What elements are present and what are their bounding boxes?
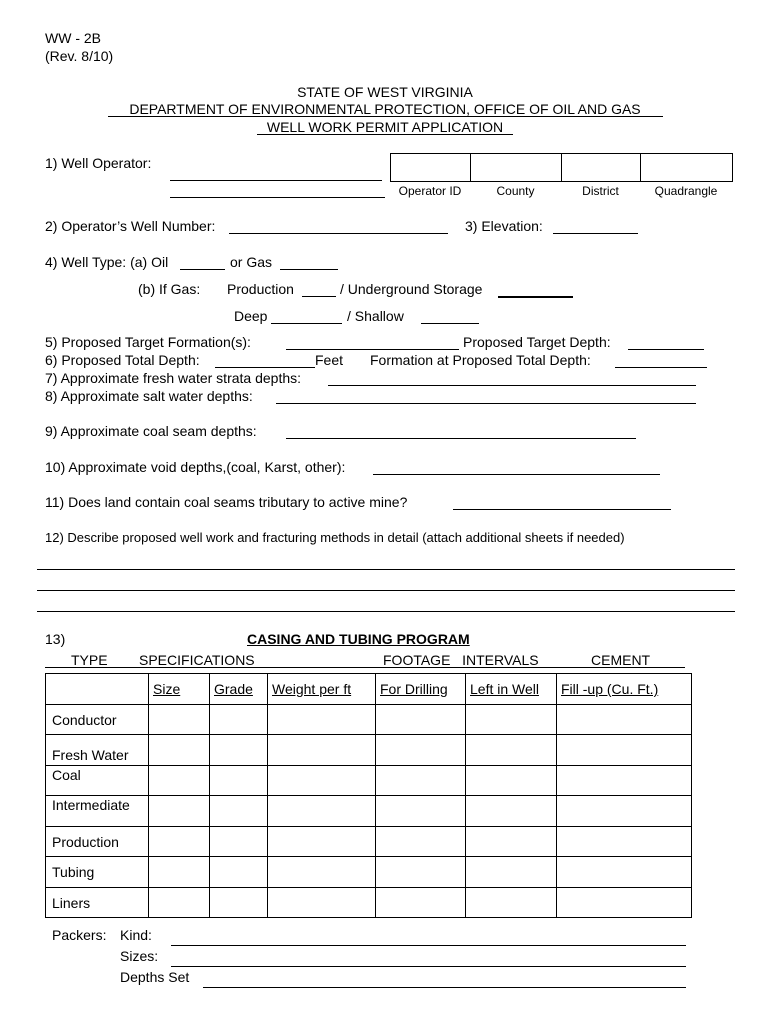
cell[interactable] [466, 796, 557, 827]
casing-program-title: CASING AND TUBING PROGRAM [247, 631, 470, 647]
form-revision: (Rev. 8/10) [45, 48, 114, 64]
coal-seam-depths-line[interactable] [286, 438, 636, 439]
q11-label: 11) Does land contain coal seams tributary to active mine? [45, 494, 408, 510]
target-depth-label: Proposed Target Depth: [463, 334, 611, 350]
col-grade: Grade [210, 674, 268, 705]
target-formation-line[interactable] [286, 349, 459, 350]
quadrangle-label: Quadrangle [654, 184, 718, 198]
cell[interactable] [466, 888, 557, 918]
group-type: TYPE [71, 652, 108, 668]
cell[interactable] [466, 857, 557, 888]
cell[interactable] [210, 766, 268, 796]
header-title: WELL WORK PERMIT APPLICATION [266, 119, 504, 135]
cell[interactable] [557, 796, 692, 827]
header-underline-3 [257, 134, 513, 135]
cell[interactable] [149, 827, 210, 857]
q2-label: 2) Operator’s Well Number: [45, 218, 216, 234]
cell[interactable] [268, 857, 376, 888]
target-depth-line[interactable] [628, 349, 704, 350]
header-underline-2 [108, 116, 663, 117]
row-label-liners: Liners [46, 888, 149, 918]
underground-storage-line[interactable] [498, 296, 573, 298]
row-label-tubing: Tubing [46, 857, 149, 888]
cell[interactable] [149, 857, 210, 888]
q4-label: 4) Well Type: (a) Oil [45, 254, 169, 270]
shallow-line[interactable] [421, 323, 479, 324]
coal-tributary-line[interactable] [453, 509, 671, 510]
q7-label: 7) Approximate fresh water strata depths: [45, 370, 302, 386]
q12-label: 12) Describe proposed well work and fracturing methods in detail (attach additional sheets if needed) [45, 530, 625, 545]
type-header-cell [46, 674, 149, 705]
q13-number: 13) [45, 631, 66, 647]
cell[interactable] [376, 705, 466, 735]
fresh-water-depths-line[interactable] [328, 385, 696, 386]
form-code: WW - 2B [45, 30, 101, 46]
formation-total-depth-label: Formation at Proposed Total Depth: [370, 352, 591, 368]
production-line[interactable] [302, 296, 336, 297]
salt-water-depths-line[interactable] [276, 403, 696, 404]
void-depths-line[interactable] [373, 474, 660, 475]
row-label-fresh-water: Fresh Water [46, 735, 149, 766]
cell[interactable] [210, 888, 268, 918]
cell[interactable] [268, 827, 376, 857]
col-size: Size [149, 674, 210, 705]
cell[interactable] [210, 857, 268, 888]
q6-label: 6) Proposed Total Depth: [45, 352, 200, 368]
cell[interactable] [557, 705, 692, 735]
cell[interactable] [557, 735, 692, 766]
cell[interactable] [268, 888, 376, 918]
casing-header-row [46, 674, 692, 705]
row-label-production: Production [46, 827, 149, 857]
group-specifications: SPECIFICATIONS [139, 652, 255, 668]
packers-depths-line[interactable] [203, 987, 686, 988]
county-box[interactable] [471, 154, 562, 182]
col-left-in-well: Left in Well [466, 674, 557, 705]
cell[interactable] [466, 766, 557, 796]
cell[interactable] [149, 705, 210, 735]
header-state: STATE OF WEST VIRGINIA [297, 84, 473, 100]
header-department: DEPARTMENT OF ENVIRONMENTAL PROTECTION, OFFICE OF OIL AND GAS [129, 101, 641, 117]
q8-label: 8) Approximate salt water depths: [45, 388, 253, 404]
work-description-line-1[interactable] [37, 569, 735, 570]
cell[interactable] [557, 827, 692, 857]
feet-label: Feet [315, 352, 344, 368]
county-label: County [496, 184, 535, 198]
operator-id-box[interactable] [391, 154, 471, 182]
col-weight-per-ft: Weight per ft [268, 674, 376, 705]
district-box[interactable] [562, 154, 641, 182]
cell[interactable] [210, 735, 268, 766]
district-label: District [582, 184, 619, 198]
work-description-line-2[interactable] [37, 590, 735, 591]
row-label-coal: Coal [46, 766, 149, 796]
operator-name-line-1[interactable] [170, 180, 382, 181]
cell[interactable] [466, 827, 557, 857]
work-description-line-3[interactable] [37, 611, 735, 612]
deep-line[interactable] [271, 323, 342, 324]
table-row [46, 735, 692, 766]
packers-kind-line[interactable] [171, 945, 686, 946]
packers-depths-label: Depths Set [120, 969, 190, 985]
table-row [46, 827, 692, 857]
gas-line[interactable] [280, 269, 338, 270]
deep-label: Deep [234, 308, 268, 324]
cell[interactable] [376, 796, 466, 827]
cell[interactable] [466, 735, 557, 766]
cell[interactable] [557, 857, 692, 888]
or-gas-label: or Gas [230, 254, 273, 270]
cell[interactable] [149, 888, 210, 918]
group-footage-intervals: FOOTAGE INTERVALS [383, 652, 539, 668]
cell[interactable] [557, 888, 692, 918]
row-label-intermediate: Intermediate [46, 796, 149, 827]
row-label-conductor: Conductor [46, 705, 149, 735]
formation-total-depth-line[interactable] [615, 367, 707, 368]
cell[interactable] [376, 766, 466, 796]
col-fill-up: Fill -up (Cu. Ft.) [557, 674, 692, 705]
cell[interactable] [557, 766, 692, 796]
cell[interactable] [149, 796, 210, 827]
q9-label: 9) Approximate coal seam depths: [45, 423, 257, 439]
cell[interactable] [376, 888, 466, 918]
table-row [46, 888, 692, 918]
if-gas-label: (b) If Gas: [138, 281, 201, 297]
q1-label: 1) Well Operator: [45, 155, 152, 171]
table-row [46, 857, 692, 888]
cell[interactable] [149, 735, 210, 766]
quadrangle-box[interactable] [641, 154, 733, 182]
packers-sizes-label: Sizes: [120, 948, 159, 964]
cell[interactable] [210, 827, 268, 857]
operator-id-label: Operator ID [398, 184, 462, 198]
operator-id-boxes [390, 153, 733, 182]
cell[interactable] [466, 705, 557, 735]
packers-sizes-line[interactable] [171, 966, 686, 967]
table-row [46, 766, 692, 796]
cell[interactable] [149, 766, 210, 796]
oil-line[interactable] [180, 269, 225, 270]
cell[interactable] [268, 766, 376, 796]
col-for-drilling: For Drilling [376, 674, 466, 705]
group-header-underline [45, 667, 685, 668]
elevation-line[interactable] [553, 233, 638, 234]
group-cement: CEMENT [591, 652, 651, 668]
cell[interactable] [268, 705, 376, 735]
cell[interactable] [376, 827, 466, 857]
cell[interactable] [210, 796, 268, 827]
cell[interactable] [376, 857, 466, 888]
q5-label: 5) Proposed Target Formation(s): [45, 334, 251, 350]
cell[interactable] [268, 735, 376, 766]
cell[interactable] [268, 796, 376, 827]
cell[interactable] [210, 705, 268, 735]
table-row [46, 705, 692, 735]
q10-label: 10) Approximate void depths,(coal, Karst, other): [45, 459, 346, 475]
q3-label: 3) Elevation: [465, 218, 543, 234]
casing-table [45, 673, 692, 918]
operator-name-line-2[interactable] [170, 197, 385, 198]
production-label: Production [227, 281, 294, 297]
cell[interactable] [376, 735, 466, 766]
table-row [46, 796, 692, 827]
shallow-label: / Shallow [347, 308, 404, 324]
well-number-line[interactable] [229, 233, 448, 234]
underground-storage-label: / Underground Storage [340, 281, 483, 297]
packers-label: Packers: [52, 927, 107, 943]
packers-kind-label: Kind: [120, 927, 152, 943]
total-depth-line[interactable] [215, 367, 315, 368]
